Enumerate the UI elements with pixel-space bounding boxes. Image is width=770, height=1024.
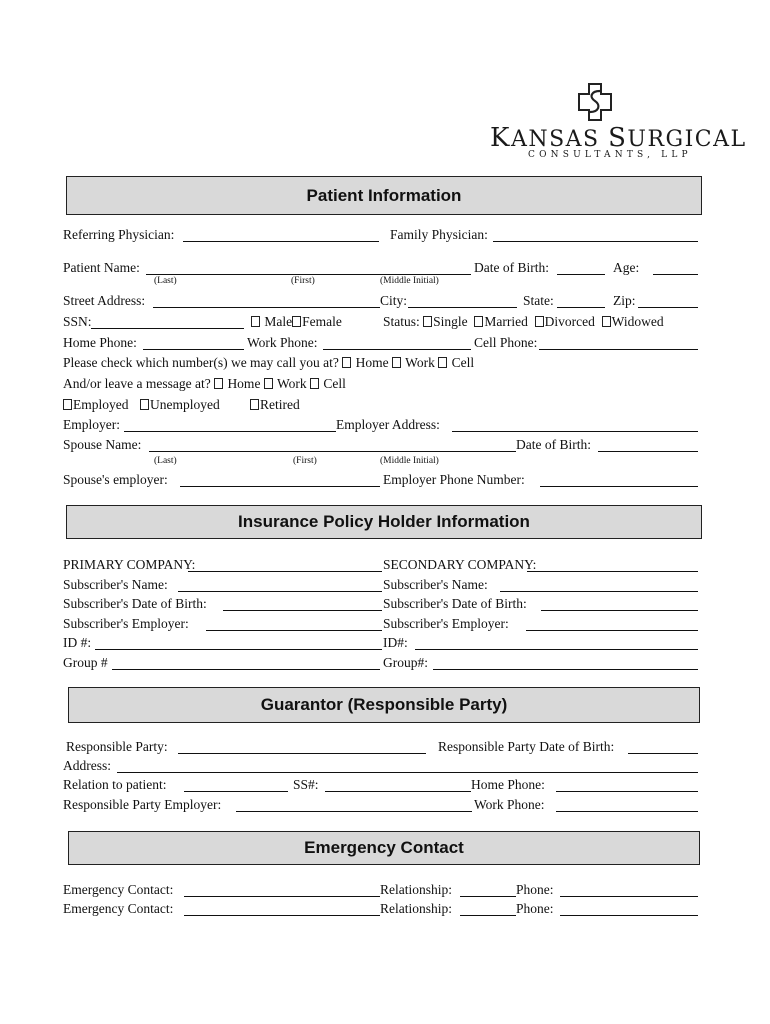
employer-address-field[interactable] [452, 431, 698, 432]
row-physicians: Referring Physician: Family Physician: [63, 226, 699, 244]
row-spouse: Spouse Name: Date of Birth: [63, 436, 699, 454]
work-phone-field[interactable] [323, 349, 471, 350]
row-relation: Relation to patient: SS#: Home Phone: [63, 776, 699, 794]
employed-checkbox[interactable] [63, 399, 72, 410]
emergency-phone-2-field[interactable] [560, 915, 698, 916]
logo-wordmark: KANSAS SURGICAL [490, 123, 747, 153]
street-address-field[interactable] [153, 307, 380, 308]
call-cell-checkbox[interactable] [438, 357, 447, 368]
secondary-id-field[interactable] [415, 649, 698, 650]
divorced-checkbox[interactable] [535, 316, 544, 327]
state-field[interactable] [557, 307, 605, 308]
primary-group-field[interactable] [112, 669, 380, 670]
section-emergency-contact: Emergency Contact [68, 831, 700, 865]
secondary-company-field[interactable] [527, 571, 698, 572]
family-physician-field[interactable] [493, 241, 698, 242]
single-checkbox[interactable] [423, 316, 432, 327]
secondary-subscriber-dob-field[interactable] [541, 610, 698, 611]
name-middle-hint: (Middle Initial) [380, 276, 439, 286]
cell-phone-field[interactable] [539, 349, 698, 350]
employer-field[interactable] [124, 431, 336, 432]
row-address: Street Address: City: State: Zip: [63, 292, 699, 310]
section-insurance-information: Insurance Policy Holder Information [66, 505, 702, 539]
row-emergency-contact-1: Emergency Contact: Relationship: Phone: [63, 881, 699, 899]
emergency-phone-1-field[interactable] [560, 896, 698, 897]
emergency-relationship-1-field[interactable] [460, 896, 516, 897]
section-guarantor: Guarantor (Responsible Party) [68, 687, 700, 723]
guarantor-address-field[interactable] [117, 772, 698, 773]
spouse-first-hint: (First) [293, 456, 317, 466]
name-first-hint: (First) [291, 276, 315, 286]
msg-work-checkbox[interactable] [264, 378, 273, 389]
responsible-party-dob-field[interactable] [628, 753, 698, 754]
row-companies: PRIMARY COMPANY: SECONDARY COMPANY: [63, 556, 699, 574]
msg-home-checkbox[interactable] [214, 378, 223, 389]
secondary-subscriber-employer-field[interactable] [526, 630, 698, 631]
row-subscriber-name: Subscriber's Name: Subscriber's Name: [63, 576, 699, 594]
patient-dob-field[interactable] [557, 274, 605, 275]
guarantor-work-phone-field[interactable] [556, 811, 698, 812]
row-guarantor-address: Address: [63, 757, 699, 775]
home-phone-field[interactable] [143, 349, 244, 350]
row-spouse-employer: Spouse's employer: Employer Phone Number: [63, 471, 699, 489]
emergency-relationship-2-field[interactable] [460, 915, 516, 916]
msg-cell-checkbox[interactable] [310, 378, 319, 389]
primary-subscriber-dob-field[interactable] [223, 610, 382, 611]
married-checkbox[interactable] [474, 316, 483, 327]
guarantor-home-phone-field[interactable] [556, 791, 698, 792]
employer-phone-field[interactable] [540, 486, 698, 487]
ssn-field[interactable] [91, 328, 244, 329]
secondary-subscriber-name-field[interactable] [500, 591, 698, 592]
retired-checkbox[interactable] [250, 399, 259, 410]
unemployed-checkbox[interactable] [140, 399, 149, 410]
spouse-employer-field[interactable] [180, 486, 380, 487]
name-last-hint: (Last) [154, 276, 177, 286]
city-field[interactable] [408, 307, 517, 308]
patient-age-field[interactable] [653, 274, 698, 275]
call-home-checkbox[interactable] [342, 357, 351, 368]
call-work-checkbox[interactable] [392, 357, 401, 368]
patient-name-field[interactable] [146, 274, 471, 275]
secondary-group-field[interactable] [433, 669, 698, 670]
primary-company-field[interactable] [188, 571, 382, 572]
row-id: ID #: ID#: [63, 634, 699, 652]
primary-subscriber-employer-field[interactable] [206, 630, 382, 631]
kansas-surgical-logo-icon [577, 82, 613, 122]
row-subscriber-dob: Subscriber's Date of Birth: Subscriber's Date of Birth: [63, 595, 699, 613]
section-patient-information: Patient Information [66, 176, 702, 215]
relation-field[interactable] [184, 791, 288, 792]
spouse-middle-hint: (Middle Initial) [380, 456, 439, 466]
responsible-party-field[interactable] [178, 753, 426, 754]
logo-subtitle: CONSULTANTS, LLP [528, 150, 692, 160]
row-responsible-party: Responsible Party: Responsible Party Date of Birth: [63, 738, 699, 756]
row-ssn-status: SSN: Male Female Status: Single Married Divorced Widowed [63, 314, 664, 329]
spouse-name-field[interactable] [149, 451, 516, 452]
row-phones: Home Phone: Work Phone: Cell Phone: [63, 334, 699, 352]
row-group: Group # Group#: [63, 654, 699, 672]
row-message-preference: And/or leave a message at? Home Work Cell [63, 376, 346, 391]
guarantor-ss-field[interactable] [325, 791, 471, 792]
emergency-contact-1-field[interactable] [184, 896, 380, 897]
primary-id-field[interactable] [95, 649, 382, 650]
row-guarantor-employer: Responsible Party Employer: Work Phone: [63, 796, 699, 814]
spouse-dob-field[interactable] [598, 451, 698, 452]
row-patient-name: Patient Name: Date of Birth: Age: [63, 259, 699, 277]
spouse-last-hint: (Last) [154, 456, 177, 466]
zip-field[interactable] [638, 307, 698, 308]
referring-physician-field[interactable] [183, 241, 379, 242]
emergency-contact-2-field[interactable] [184, 915, 380, 916]
primary-subscriber-name-field[interactable] [178, 591, 382, 592]
row-call-preference: Please check which number(s) we may call you at? Home Work Cell [63, 355, 475, 370]
guarantor-employer-field[interactable] [236, 811, 472, 812]
row-emergency-contact-2: Emergency Contact: Relationship: Phone: [63, 900, 699, 918]
female-checkbox[interactable] [292, 316, 301, 327]
row-employment-status: Employed Unemployed Retired [63, 396, 699, 414]
row-employer: Employer: Employer Address: [63, 416, 699, 434]
row-subscriber-employer: Subscriber's Employer: Subscriber's Employer: [63, 615, 699, 633]
widowed-checkbox[interactable] [602, 316, 611, 327]
male-checkbox[interactable] [251, 316, 260, 327]
